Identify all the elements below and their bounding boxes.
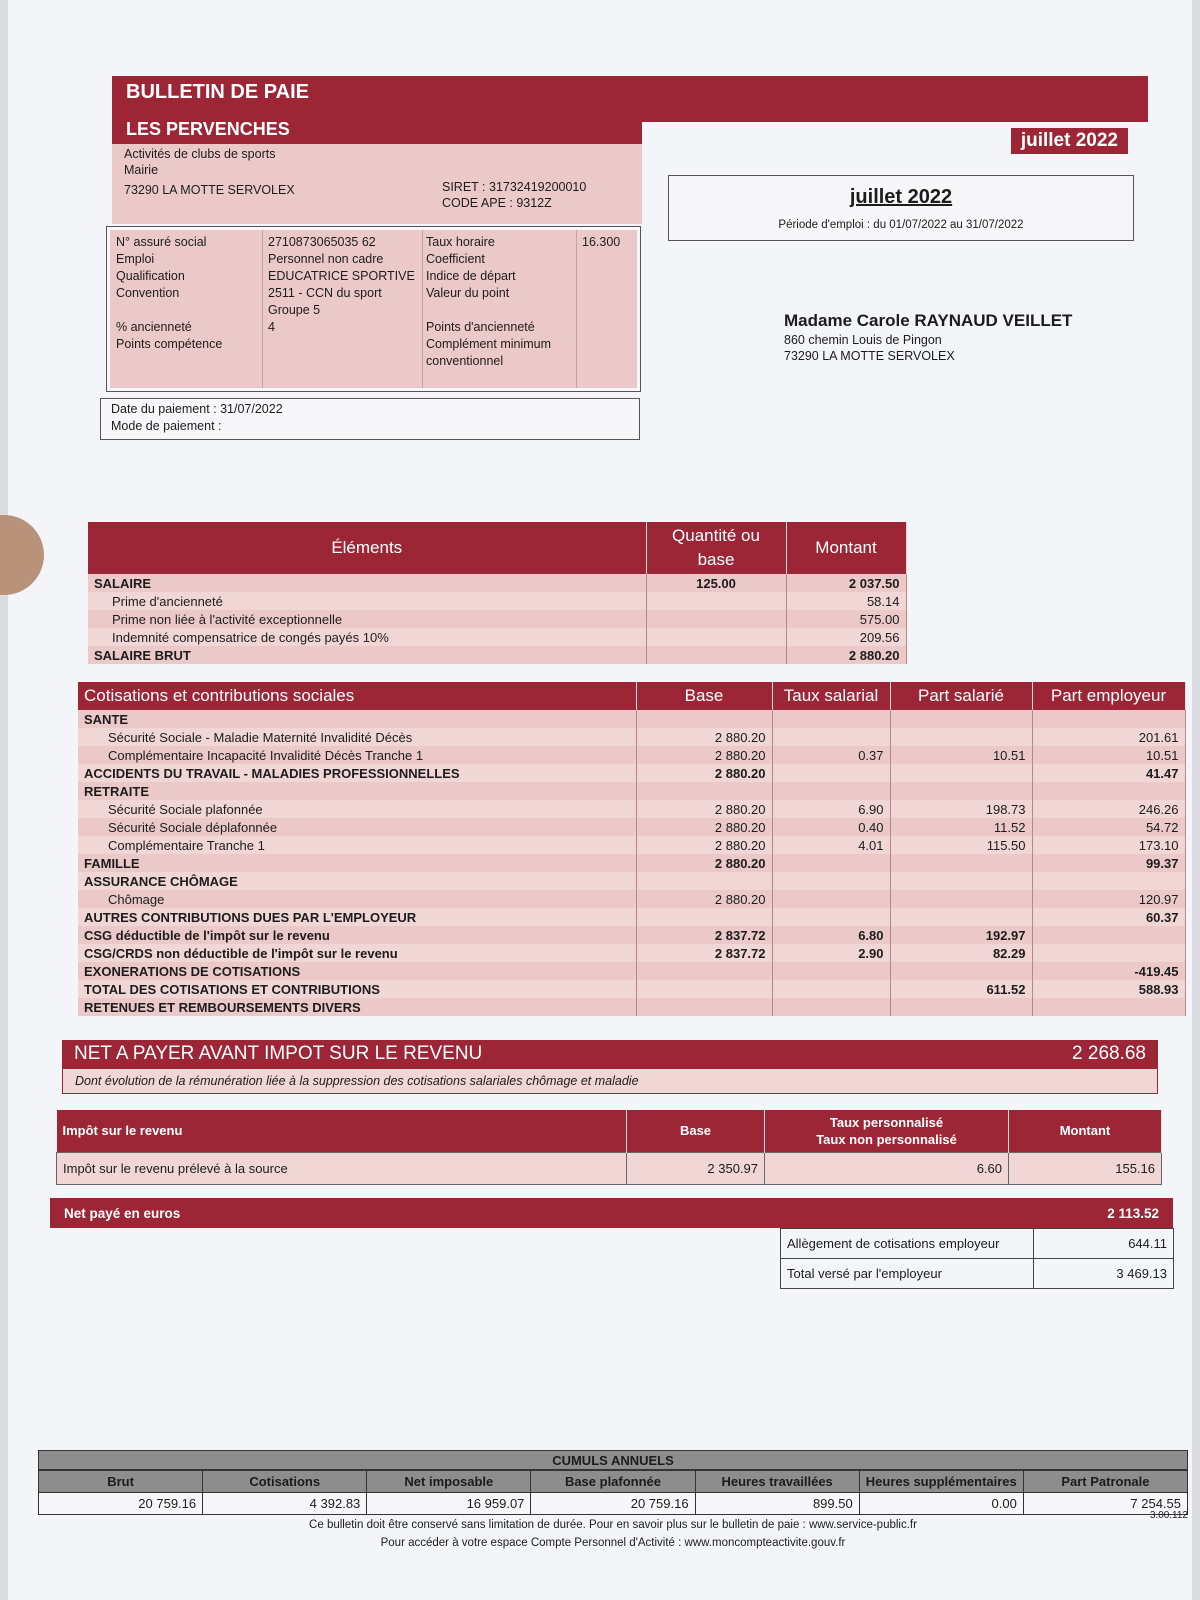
element-amount: 209.56	[786, 628, 906, 646]
label-points-anciennete: Points d'ancienneté	[426, 320, 535, 334]
cotisations-row	[78, 908, 1185, 926]
taux-non-personnalise: Taux non personnalisé	[816, 1131, 957, 1147]
cotisation-part-employeur	[1032, 926, 1185, 944]
cotisation-part-employeur: 201.61	[1032, 728, 1185, 746]
element-qty	[646, 592, 786, 610]
cotisations-row	[78, 890, 1185, 908]
elements-row	[88, 574, 906, 592]
cotisation-part-employeur	[1032, 944, 1185, 962]
impot-header	[57, 1110, 1162, 1152]
cotisation-part-employeur: 60.37	[1032, 908, 1185, 926]
cotisation-taux	[772, 710, 890, 728]
cotisations-row	[78, 926, 1185, 944]
value-taux-horaire: 16.300	[582, 235, 621, 249]
elements-row	[88, 628, 906, 646]
cumul-header: Heures travaillées	[695, 1471, 859, 1493]
net-avant-impot-bar	[62, 1040, 1158, 1068]
cotisation-part-employeur	[1032, 782, 1185, 800]
elements-row	[88, 610, 906, 628]
cotisations-header	[78, 682, 1185, 710]
cumul-value: 20 759.16	[39, 1493, 203, 1515]
cumul-header: Cotisations	[203, 1471, 367, 1493]
cotisation-taux: 0.40	[772, 818, 890, 836]
element-amount: 2 880.20	[786, 646, 906, 664]
footer-line-1: Ce bulletin doit être conservé sans limitation de durée. Pour en savoir plus sur le bulletin de paie : www.service-public.fr	[309, 1519, 917, 1531]
cotisation-label: Sécurité Sociale plafonnée	[78, 800, 636, 818]
cotisation-part-employeur: 99.37	[1032, 854, 1185, 872]
element-qty: 125.00	[646, 574, 786, 592]
element-label: Prime d'ancienneté	[88, 592, 646, 610]
thumb	[0, 515, 44, 595]
label-taux-horaire: Taux horaire	[426, 235, 495, 249]
company-details	[112, 144, 642, 224]
cotisations-row	[78, 800, 1185, 818]
cotisation-taux	[772, 872, 890, 890]
cotisation-taux	[772, 908, 890, 926]
element-amount: 58.14	[786, 592, 906, 610]
value-convention: 2511 - CCN du sport	[268, 286, 382, 300]
cumul-header: Base plafonnée	[531, 1471, 695, 1493]
cotisation-label: Sécurité Sociale déplafonnée	[78, 818, 636, 836]
payslip-title: BULLETIN DE PAIE	[126, 81, 309, 103]
value-ssn: 2710873065035 62	[268, 235, 376, 249]
cotisation-label: ACCIDENTS DU TRAVAIL - MALADIES PROFESSIONNELLES	[78, 764, 636, 782]
cotisation-base: 2 837.72	[636, 944, 772, 962]
label-ssn: N° assuré social	[116, 235, 207, 249]
element-qty	[646, 628, 786, 646]
cotisation-part-employeur: 246.26	[1032, 800, 1185, 818]
cumul-value: 0.00	[859, 1493, 1023, 1515]
cotisations-row	[78, 836, 1185, 854]
cotisations-row	[78, 998, 1185, 1016]
employee-labels	[116, 234, 222, 353]
element-label: Prime non liée à l'activité exceptionnelle	[88, 610, 646, 628]
recipient-street: 860 chemin Louis de Pingon	[784, 333, 942, 347]
cumul-header: Net imposable	[367, 1471, 531, 1493]
allegement-row	[781, 1229, 1174, 1259]
cotisation-label: Chômage	[78, 890, 636, 908]
cumul-value: 20 759.16	[531, 1493, 695, 1515]
net-paye-value: 2 113.52	[1107, 1205, 1159, 1221]
col-montant: Montant	[786, 522, 906, 574]
cotisation-part-salarie	[890, 782, 1032, 800]
cotisation-part-salarie	[890, 728, 1032, 746]
cotisation-label: CSG/CRDS non déductible de l'impôt sur le revenu	[78, 944, 636, 962]
col-part-salarie: Part salarié	[890, 682, 1032, 710]
period-box	[668, 175, 1134, 241]
payment-mode: Mode de paiement :	[111, 419, 222, 433]
col-impot-taux	[765, 1110, 1009, 1152]
total-verse-value: 3 469.13	[1034, 1259, 1174, 1289]
net-avant-impot-value: 2 268.68	[1072, 1043, 1146, 1064]
period-text: Période d'emploi : du 01/07/2022 au 31/07/2022	[778, 219, 1024, 231]
cotisation-part-salarie	[890, 710, 1032, 728]
payment-box	[100, 398, 640, 440]
cotisations-row	[78, 764, 1185, 782]
company-city: 73290 LA MOTTE SERVOLEX	[124, 183, 295, 197]
cotisation-taux	[772, 998, 890, 1016]
cotisation-base	[636, 710, 772, 728]
impot-base: 2 350.97	[627, 1152, 765, 1184]
value-qualification: EDUCATRICE SPORTIVE	[268, 269, 415, 283]
employee-labels-2	[426, 234, 551, 370]
impot-taux: 6.60	[765, 1152, 1009, 1184]
cotisation-part-salarie	[890, 962, 1032, 980]
cotisation-part-employeur: 173.10	[1032, 836, 1185, 854]
cotisation-base	[636, 872, 772, 890]
cotisation-part-salarie: 115.50	[890, 836, 1032, 854]
cotisation-label: TOTAL DES COTISATIONS ET CONTRIBUTIONS	[78, 980, 636, 998]
impot-table	[56, 1110, 1162, 1185]
allegement-value: 644.11	[1034, 1229, 1174, 1259]
cotisation-part-salarie: 11.52	[890, 818, 1032, 836]
col-cotisations: Cotisations et contributions sociales	[78, 682, 636, 710]
cotisation-base: 2 880.20	[636, 800, 772, 818]
allegement-table	[780, 1228, 1174, 1289]
cotisation-base	[636, 998, 772, 1016]
month-tag: juillet 2022	[1011, 128, 1128, 154]
cotisation-taux: 0.37	[772, 746, 890, 764]
cotisation-taux	[772, 962, 890, 980]
company-ape: CODE APE : 9312Z	[442, 196, 552, 210]
cotisation-part-employeur: 120.97	[1032, 890, 1185, 908]
recipient-address	[784, 310, 1072, 364]
impot-montant: 155.16	[1009, 1152, 1162, 1184]
cotisation-taux: 2.90	[772, 944, 890, 962]
value-emploi: Personnel non cadre	[268, 252, 384, 266]
cotisations-row	[78, 728, 1185, 746]
net-paye-label: Net payé en euros	[64, 1205, 181, 1221]
payment-date: Date du paiement : 31/07/2022	[111, 402, 283, 416]
cotisation-part-employeur: -419.45	[1032, 962, 1185, 980]
impot-row	[57, 1152, 1162, 1184]
element-amount: 2 037.50	[786, 574, 906, 592]
label-qualification: Qualification	[116, 269, 185, 283]
cotisation-label: ASSURANCE CHÔMAGE	[78, 872, 636, 890]
col-taux-salarial: Taux salarial	[772, 682, 890, 710]
cotisations-row	[78, 746, 1185, 764]
cotisations-table	[78, 682, 1186, 1016]
element-qty	[646, 610, 786, 628]
cotisation-part-salarie: 82.29	[890, 944, 1032, 962]
total-verse-row	[781, 1259, 1174, 1289]
cotisation-label: RETRAITE	[78, 782, 636, 800]
cotisation-part-employeur	[1032, 872, 1185, 890]
net-avant-impot-label: NET A PAYER AVANT IMPOT SUR LE REVENU	[74, 1043, 483, 1064]
net-note: Dont évolution de la rémunération liée à la suppression des cotisations salariales chômage et maladie	[62, 1068, 1158, 1094]
cotisation-part-employeur	[1032, 710, 1185, 728]
element-label: SALAIRE BRUT	[88, 646, 646, 664]
cotisation-base: 2 880.20	[636, 854, 772, 872]
cotisations-row	[78, 854, 1185, 872]
col-impot: Impôt sur le revenu	[57, 1110, 627, 1152]
cotisation-base: 2 880.20	[636, 818, 772, 836]
footer-line-2: Pour accéder à votre espace Compte Personnel d'Activité : www.moncompteactivite.gouv.fr	[380, 1537, 846, 1549]
allegement-label: Allègement de cotisations employeur	[781, 1229, 1034, 1259]
label-coefficient: Coefficient	[426, 252, 485, 266]
cotisation-taux: 6.90	[772, 800, 890, 818]
cumul-value: 4 392.83	[203, 1493, 367, 1515]
recipient-name: Madame Carole RAYNAUD VEILLET	[784, 311, 1073, 330]
col-part-employeur: Part employeur	[1032, 682, 1185, 710]
cotisations-row	[78, 980, 1185, 998]
cotisation-taux: 6.80	[772, 926, 890, 944]
recipient-city: 73290 LA MOTTE SERVOLEX	[784, 349, 955, 363]
cotisations-row	[78, 710, 1185, 728]
net-paye-bar	[50, 1198, 1173, 1228]
col-impot-montant: Montant	[1009, 1110, 1162, 1152]
cotisation-taux	[772, 980, 890, 998]
cotisation-part-salarie	[890, 764, 1032, 782]
cotisation-base: 2 880.20	[636, 890, 772, 908]
cotisation-base: 2 880.20	[636, 764, 772, 782]
cotisation-base: 2 880.20	[636, 728, 772, 746]
cumul-value: 7 254.55	[1023, 1493, 1187, 1515]
cotisation-label: Complémentaire Tranche 1	[78, 836, 636, 854]
label-valeur-point: Valeur du point	[426, 286, 510, 300]
cotisation-part-salarie: 192.97	[890, 926, 1032, 944]
col-impot-base: Base	[627, 1110, 765, 1152]
cumuls-table	[38, 1470, 1188, 1515]
cotisation-part-employeur: 10.51	[1032, 746, 1185, 764]
cotisation-label: FAMILLE	[78, 854, 636, 872]
cotisation-taux	[772, 764, 890, 782]
cotisation-base: 2 837.72	[636, 926, 772, 944]
cotisations-row	[78, 944, 1185, 962]
cotisation-part-employeur: 41.47	[1032, 764, 1185, 782]
cotisation-part-salarie	[890, 908, 1032, 926]
label-complement: Complément minimum	[426, 337, 552, 351]
cotisations-row	[78, 782, 1185, 800]
cotisation-label: Sécurité Sociale - Maladie Maternité Invalidité Décès	[78, 728, 636, 746]
label-conventionnel: conventionnel	[426, 354, 504, 368]
cumul-header: Brut	[39, 1471, 203, 1493]
label-indice: Indice de départ	[426, 269, 516, 283]
element-label: SALAIRE	[88, 574, 646, 592]
cotisation-part-salarie: 611.52	[890, 980, 1032, 998]
cotisation-part-salarie	[890, 890, 1032, 908]
label-convention: Convention	[116, 286, 180, 300]
company-line2: Mairie	[124, 163, 159, 177]
cotisation-base	[636, 908, 772, 926]
cotisation-taux	[772, 890, 890, 908]
element-label: Indemnité compensatrice de congés payés 10%	[88, 628, 646, 646]
value-anciennete: 4	[268, 320, 275, 334]
cumuls-section	[38, 1450, 1188, 1551]
cotisation-part-salarie	[890, 854, 1032, 872]
label-emploi: Emploi	[116, 252, 155, 266]
company-box	[112, 116, 642, 222]
cotisation-label: RETENUES ET REMBOURSEMENTS DIVERS	[78, 998, 636, 1016]
cotisation-base: 2 880.20	[636, 836, 772, 854]
cumul-value: 899.50	[695, 1493, 859, 1515]
cotisation-label: EXONERATIONS DE COTISATIONS	[78, 962, 636, 980]
cotisation-part-salarie: 10.51	[890, 746, 1032, 764]
cotisation-label: SANTE	[78, 710, 636, 728]
cotisation-part-salarie: 198.73	[890, 800, 1032, 818]
cotisation-base: 2 880.20	[636, 746, 772, 764]
cumuls-title: CUMULS ANNUELS	[38, 1450, 1188, 1470]
label-anciennete: % ancienneté	[116, 320, 192, 334]
col-base: Base	[636, 682, 772, 710]
period-month: juillet 2022	[849, 186, 953, 208]
version: 3.00.112	[1149, 1510, 1188, 1521]
elements-header	[88, 522, 906, 574]
elements-row	[88, 646, 906, 664]
cotisation-taux	[772, 782, 890, 800]
employee-info	[110, 230, 637, 388]
cumuls-values	[39, 1493, 1188, 1515]
cotisation-taux	[772, 854, 890, 872]
cumuls-header	[39, 1471, 1188, 1493]
elements-table	[88, 522, 907, 664]
cotisations-row	[78, 818, 1185, 836]
cotisation-taux	[772, 728, 890, 746]
cotisation-base	[636, 782, 772, 800]
cotisation-part-employeur: 588.93	[1032, 980, 1185, 998]
cotisation-base	[636, 980, 772, 998]
taux-personnalise: Taux personnalisé	[829, 1114, 944, 1130]
cumul-value: 16 959.07	[367, 1493, 531, 1515]
cotisation-base	[636, 962, 772, 980]
elements-row	[88, 592, 906, 610]
company-ids	[442, 179, 586, 211]
element-qty	[646, 646, 786, 664]
company-activity: Activités de clubs de sports	[124, 147, 276, 161]
payslip-paper	[8, 0, 1192, 1600]
cotisation-label: AUTRES CONTRIBUTIONS DUES PAR L'EMPLOYEUR	[78, 908, 636, 926]
employee-info-box	[106, 226, 641, 392]
total-verse-label: Total versé par l'employeur	[781, 1259, 1034, 1289]
cotisation-label: Complémentaire Incapacité Invalidité Décès Tranche 1	[78, 746, 636, 764]
cotisations-row	[78, 872, 1185, 890]
company-name: LES PERVENCHES	[112, 116, 642, 144]
impot-label: Impôt sur le revenu prélevé à la source	[57, 1152, 627, 1184]
cotisation-part-salarie	[890, 872, 1032, 890]
cotisation-part-employeur: 54.72	[1032, 818, 1185, 836]
cumul-header: Part Patronale	[1023, 1471, 1187, 1493]
label-points-competence: Points compétence	[116, 337, 223, 351]
col-elements: Éléments	[88, 522, 646, 574]
cotisations-row	[78, 962, 1185, 980]
cotisation-taux: 4.01	[772, 836, 890, 854]
cotisation-part-employeur	[1032, 998, 1185, 1016]
employee-values	[268, 234, 415, 336]
employee-values-2	[582, 234, 620, 251]
company-siret: SIRET : 31732419200010	[442, 180, 587, 194]
col-quantite: Quantité ou base	[646, 522, 786, 574]
cotisation-part-salarie	[890, 998, 1032, 1016]
value-groupe: Groupe 5	[268, 303, 321, 317]
element-amount: 575.00	[786, 610, 906, 628]
cotisation-label: CSG déductible de l'impôt sur le revenu	[78, 926, 636, 944]
cumul-header: Heures supplémentaires	[859, 1471, 1023, 1493]
